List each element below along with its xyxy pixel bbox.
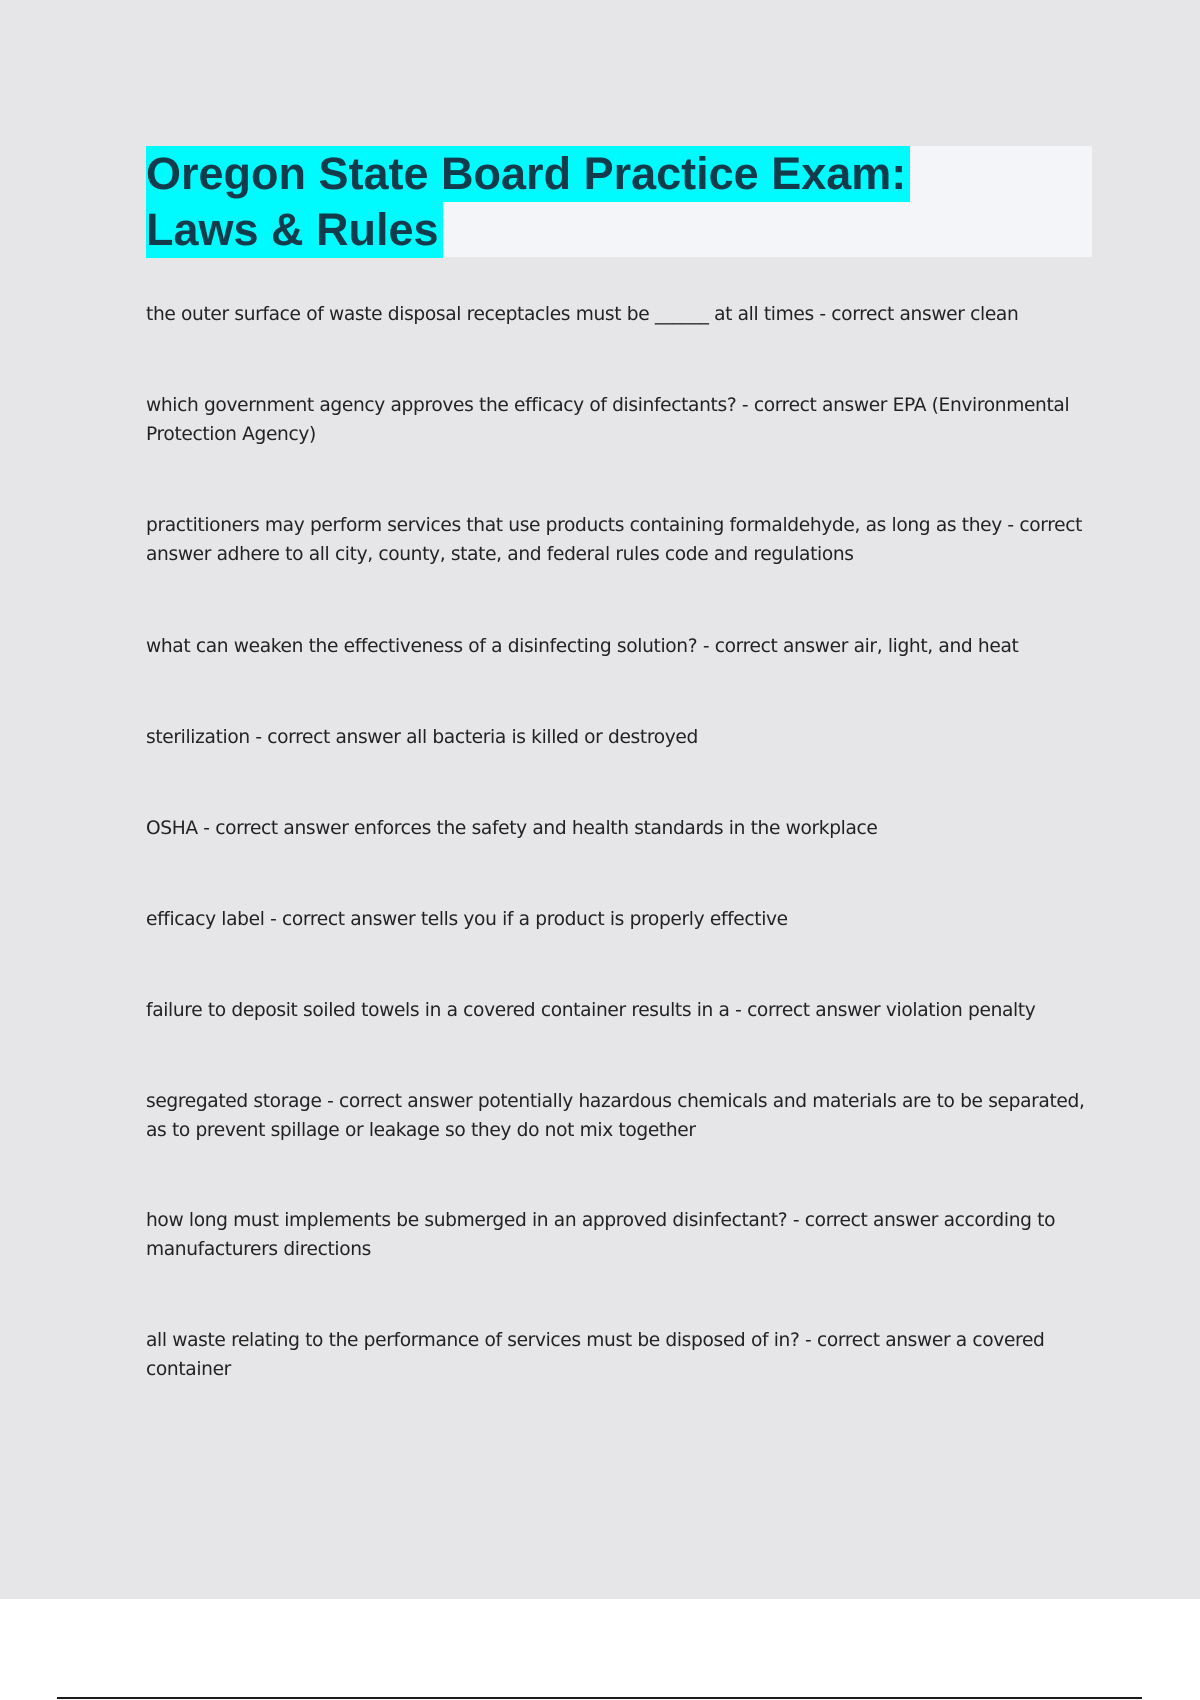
qa-item: the outer surface of waste disposal receptacles must be ______ at all times - correct answer clean <box>146 304 1019 325</box>
qa-item: failure to deposit soiled towels in a covered container results in a - correct answer violation penalty <box>146 1000 1036 1021</box>
qa-item: efficacy label - correct answer tells you if a product is properly effective <box>146 909 788 930</box>
qa-item: all waste relating to the performance of services must be disposed of in? - correct answer a covered container <box>146 1330 1045 1380</box>
qa-item: which government agency approves the efficacy of disinfectants? - correct answer EPA (Environmental Protection Agency) <box>146 395 1070 445</box>
qa-item: what can weaken the effectiveness of a disinfecting solution? - correct answer air, light, and heat <box>146 636 1019 657</box>
title-line-2: Laws & Rules <box>146 202 443 258</box>
page-title <box>146 146 910 258</box>
qa-item: how long must implements be submerged in an approved disinfectant? - correct answer according to manufacturers directions <box>146 1210 1056 1260</box>
title-line-1: Oregon State Board Practice Exam: <box>146 146 910 202</box>
qa-item: OSHA - correct answer enforces the safety and health standards in the workplace <box>146 818 878 839</box>
footer-rule <box>57 1697 1142 1699</box>
qa-item: sterilization - correct answer all bacteria is killed or destroyed <box>146 727 698 748</box>
qa-item: practitioners may perform services that use products containing formaldehyde, as long as they - correct answer adhere to all city, county, state, and federal rules code and regulations <box>146 515 1083 565</box>
qa-item: segregated storage - correct answer potentially hazardous chemicals and materials are to be separated, as to prevent spillage or leakage so they do not mix together <box>146 1091 1085 1141</box>
